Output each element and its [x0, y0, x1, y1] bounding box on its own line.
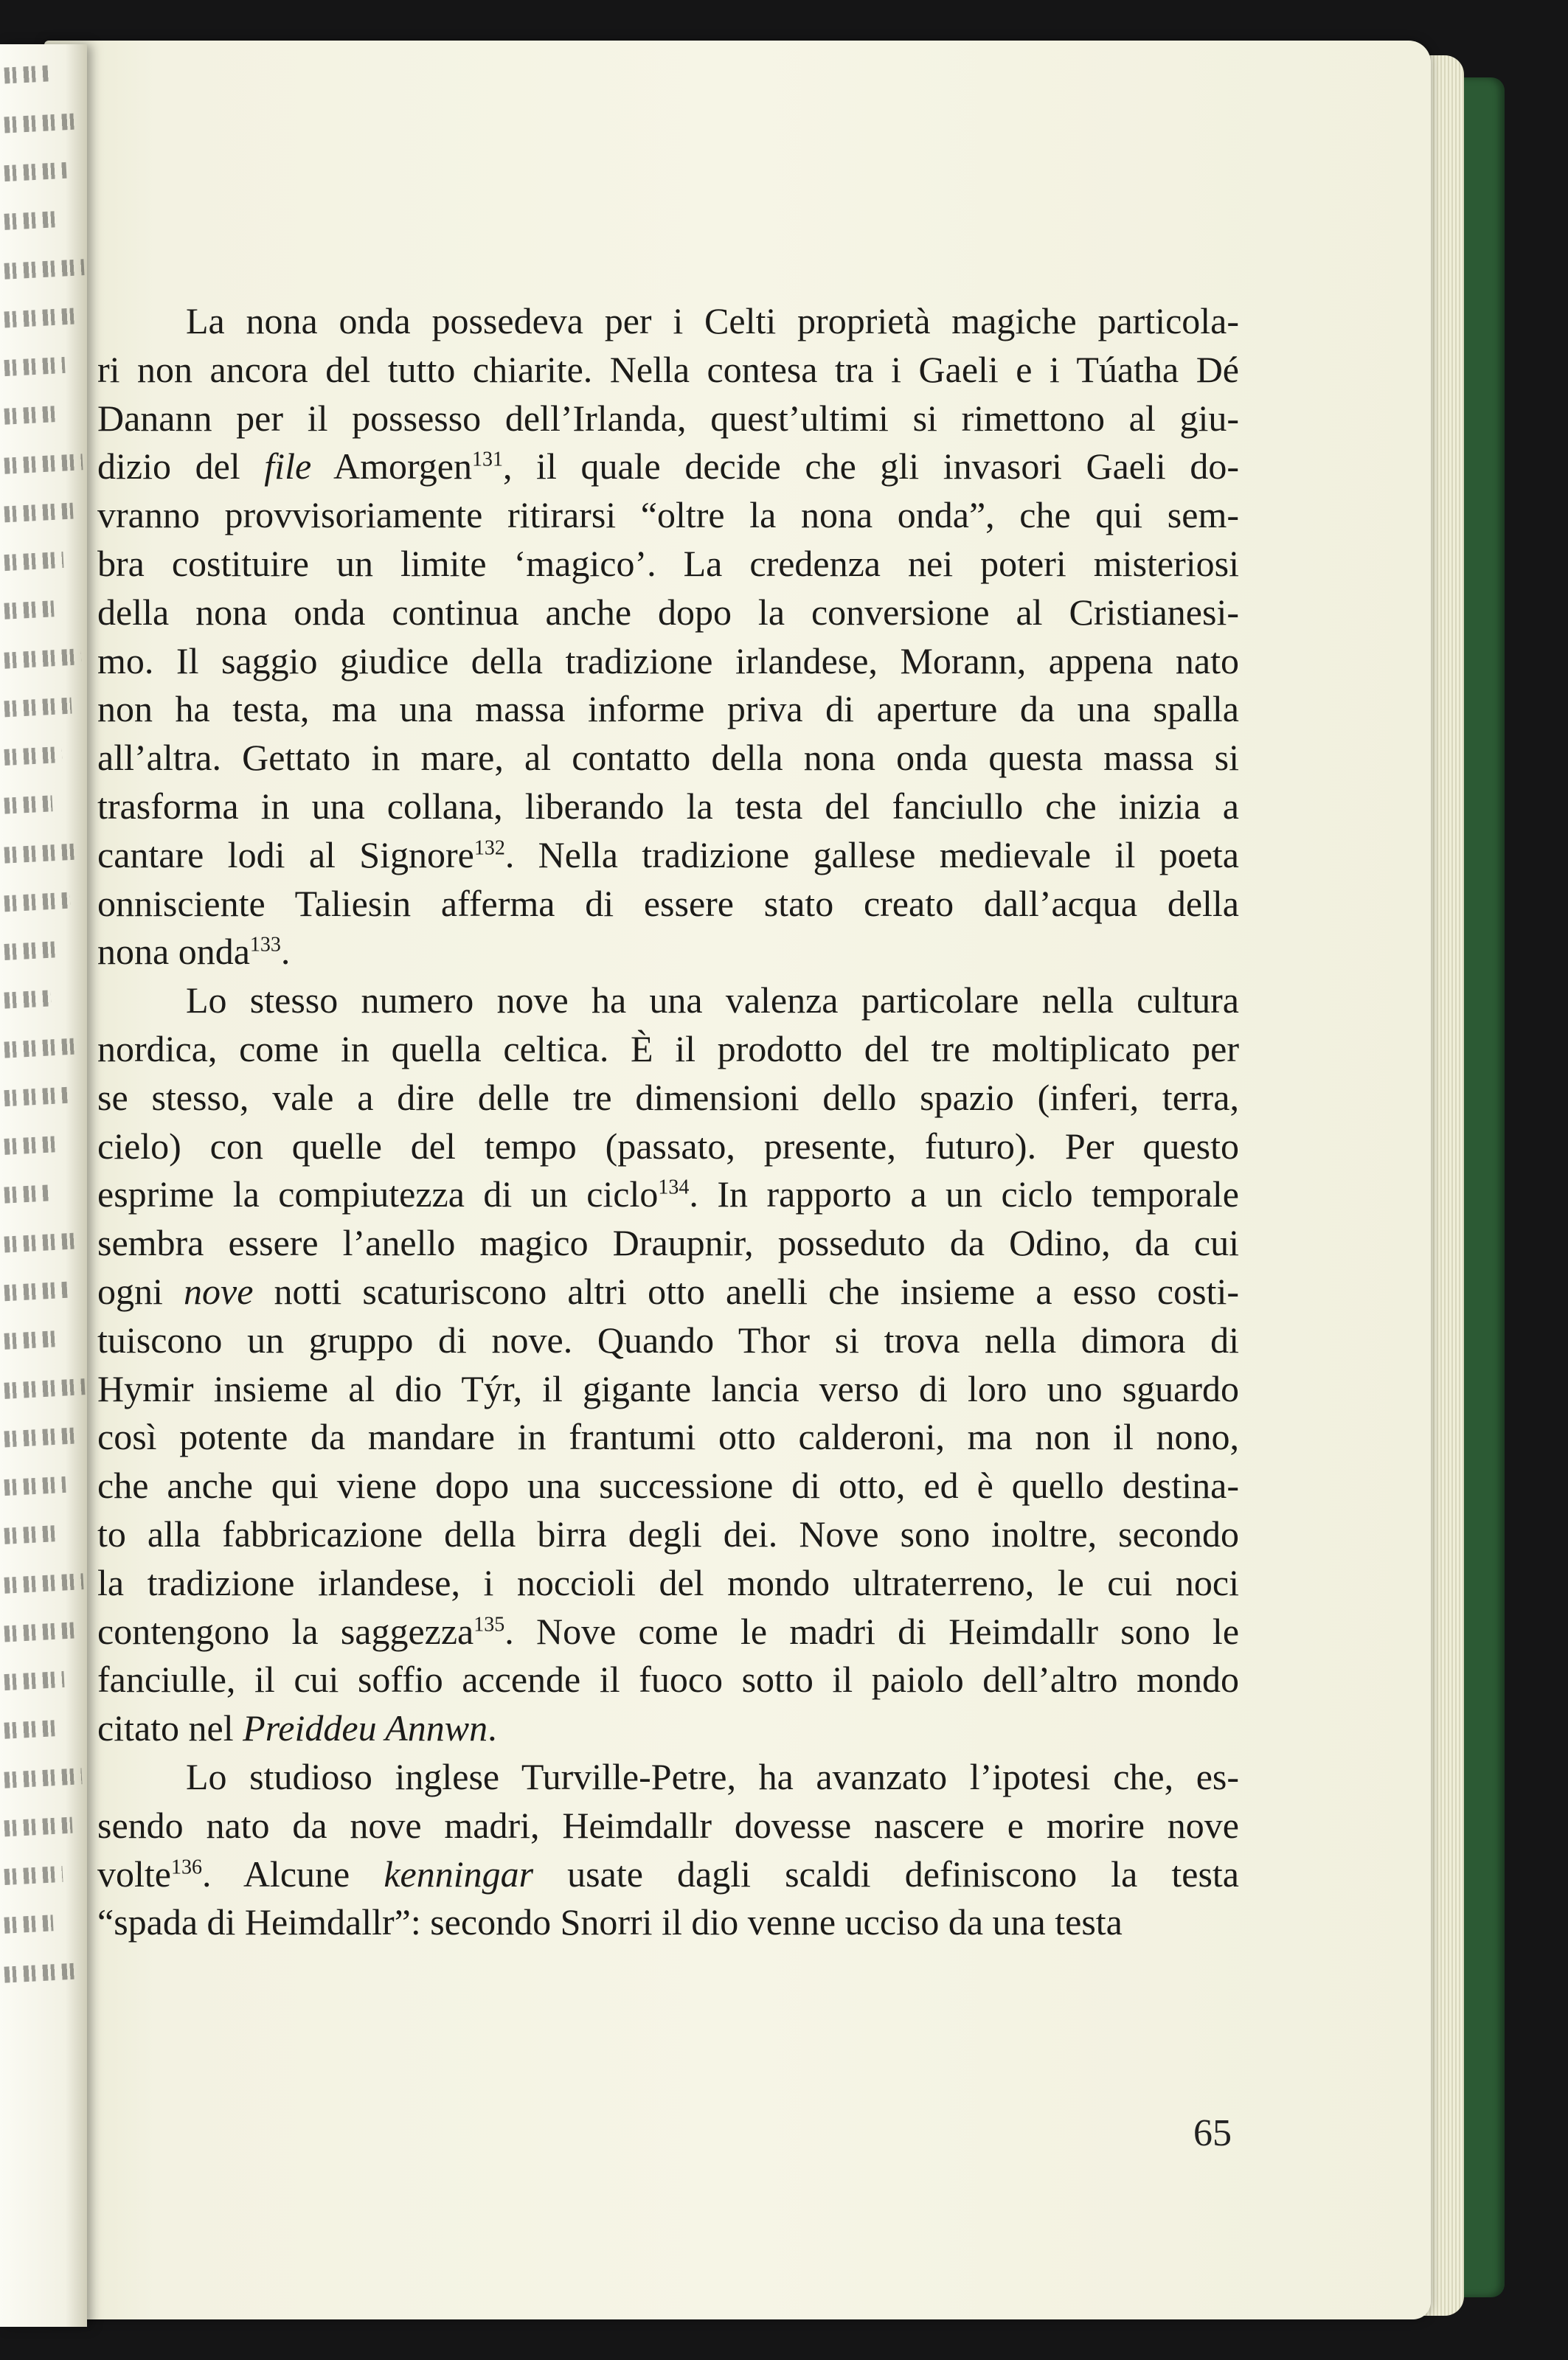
text-line: [97, 1559, 1239, 1608]
italic-text: Preiddeu Annwn: [243, 1707, 488, 1749]
text-run: cantare lodi al Signore: [97, 833, 474, 875]
text-line: [97, 1219, 1239, 1268]
facing-page-text-fragment: [4, 1768, 82, 1788]
text-run: . In rapporto a un ciclo temporale: [689, 1173, 1239, 1215]
footnote-ref: 136: [170, 1855, 202, 1878]
text-run: la tradizione irlandese, i noccioli del mondo ultraterreno, le cui noci: [97, 1561, 1239, 1603]
text-line: [97, 1898, 1239, 1947]
italic-text: nove: [184, 1270, 254, 1312]
text-run: Lo stesso numero nove ha una valenza particolare nella cultura: [186, 979, 1239, 1021]
previous-page-edge: [0, 44, 87, 2327]
page-number: 65: [1193, 2112, 1232, 2154]
facing-page-text-fragment: [4, 892, 70, 912]
text-line: [97, 1850, 1239, 1899]
text-line: [97, 880, 1239, 929]
footnote-ref: 131: [471, 448, 503, 471]
italic-text: kenningar: [384, 1853, 534, 1895]
text-line: [97, 685, 1239, 734]
text-line: [97, 442, 1239, 491]
text-run: ri non ancora del tutto chiarite. Nella contesa tra i Gaeli e i Túatha Dé: [97, 348, 1239, 390]
facing-page-text-fragment: [4, 1038, 78, 1058]
text-line: [97, 1510, 1239, 1559]
text-run: notti scaturiscono altri otto anelli che insieme a esso costi-: [253, 1270, 1239, 1312]
text-run: . Alcune: [201, 1853, 384, 1895]
text-run: vranno provvisoriamente ritirarsi “oltre la nona onda”, che qui sem-: [97, 494, 1239, 536]
text-line: [97, 1656, 1239, 1704]
text-line: [97, 395, 1239, 443]
text-run: .: [280, 931, 291, 973]
facing-page-text-fragment: [4, 1817, 72, 1837]
text-run: trasforma in una collana, liberando la testa del fanciullo che inizia a: [97, 785, 1239, 827]
facing-page-text-fragment: [4, 259, 84, 280]
text-run: così potente da mandare in frantumi otto calderoni, ma non il nono,: [97, 1416, 1239, 1458]
facing-page-text-fragment: [4, 65, 49, 83]
footnote-ref: 135: [473, 1612, 505, 1636]
facing-page-text-fragment: [4, 1962, 80, 1982]
facing-page-text-fragment: [4, 552, 63, 571]
text-line: [97, 1413, 1239, 1462]
text-line: [97, 928, 1239, 976]
facing-page-text-fragment: [4, 454, 83, 474]
facing-page-text-fragment: [4, 941, 60, 960]
text-run: cielo) con quelle del tempo (passato, presente, futuro). Per questo: [97, 1125, 1239, 1167]
facing-page-text-fragment: [4, 1525, 56, 1544]
facing-page-text-fragment: [4, 503, 73, 523]
italic-text: file: [264, 445, 312, 487]
facing-page-text-fragment: [4, 162, 66, 181]
text-line: [97, 1122, 1239, 1171]
facing-page-text-fragment: [4, 746, 62, 766]
text-run: Lo studioso inglese Turville-Petre, ha avanzato l’ipotesi che, es-: [186, 1755, 1239, 1797]
facing-page-text-fragment: [4, 648, 81, 668]
facing-page-text-fragment: [4, 1232, 77, 1252]
facing-page-text-fragment: [4, 1671, 64, 1690]
body-text: [97, 297, 1239, 1947]
text-run: . Nove come le madri di Heimdallr sono le: [504, 1610, 1240, 1652]
facing-page-text-fragment: [4, 1330, 58, 1350]
text-line: [97, 1025, 1239, 1074]
facing-page-text-fragment: [4, 990, 51, 1008]
facing-page-text-fragment: [4, 1378, 85, 1399]
text-run: Hymir insieme al dio Týr, il gigante lancia verso di loro uno sguardo: [97, 1367, 1239, 1409]
facing-page-text-fragment: [4, 308, 74, 328]
text-line: [97, 1170, 1239, 1219]
text-line: [97, 491, 1239, 540]
facing-page-text-fragment: [4, 1087, 69, 1107]
text-run: citato nel: [97, 1707, 243, 1749]
text-line: [97, 1074, 1239, 1122]
text-line: [97, 1608, 1239, 1656]
text-run: all’altra. Gettato in mare, al contatto della nona onda questa massa si: [97, 737, 1239, 779]
footnote-ref: 132: [473, 836, 505, 860]
text-line: [97, 734, 1239, 782]
text-run: della nona onda continua anche dopo la conversione al Cristianesi-: [97, 591, 1239, 633]
text-run: Amorgen: [311, 445, 472, 487]
text-run: bra costituire un limite ‘magico’. La credenza nei poteri misteriosi: [97, 542, 1239, 584]
facing-page-text-fragment: [4, 357, 65, 376]
text-run: tuiscono un gruppo di nove. Quando Thor si trova nella dimora di: [97, 1319, 1239, 1361]
footnote-ref: 134: [658, 1176, 690, 1199]
text-line: [97, 1802, 1239, 1850]
text-line: [97, 976, 1239, 1025]
text-run: to alla fabbricazione della birra degli dei. Nove sono inoltre, secondo: [97, 1513, 1239, 1555]
text-line: [97, 1753, 1239, 1802]
text-run: .: [488, 1707, 497, 1749]
facing-page-text-fragment: [4, 1428, 75, 1448]
text-line: [97, 1365, 1239, 1414]
text-run: non ha testa, ma una massa informe priva di aperture da una spalla: [97, 688, 1239, 730]
text-line: [97, 1704, 1239, 1753]
text-run: usate dagli scaldi definiscono la testa: [533, 1853, 1239, 1895]
facing-page-text-fragment: [4, 1136, 59, 1155]
text-run: volte: [97, 1853, 171, 1895]
text-run: se stesso, vale a dire delle tre dimensioni dello spazio (inferi, terra,: [97, 1076, 1239, 1118]
facing-page-text-fragment: [4, 1282, 67, 1301]
footnote-ref: 133: [249, 933, 281, 957]
facing-page-text-fragment: [4, 795, 52, 813]
text-run: mo. Il saggio giudice della tradizione irlandese, Morann, appena nato: [97, 639, 1239, 681]
text-run: La nona onda possedeva per i Celti proprietà magiche particola-: [186, 300, 1239, 341]
facing-page-text-fragment: [4, 1720, 55, 1739]
text-line: [97, 589, 1239, 637]
facing-page-text-fragment: [4, 600, 54, 619]
text-run: onnisciente Taliesin afferma di essere stato creato dall’acqua della: [97, 882, 1239, 924]
facing-page-text-fragment: [4, 1184, 49, 1203]
facing-page-text-fragment: [4, 1866, 63, 1885]
text-run: nona onda: [97, 931, 250, 973]
text-line: [97, 297, 1239, 346]
text-run: contengono la saggezza: [97, 1610, 474, 1652]
text-run: ogni: [97, 1270, 184, 1312]
facing-page-text-fragment: [4, 698, 72, 718]
text-run: nordica, come in quella celtica. È il prodotto del tre moltiplicato per: [97, 1027, 1239, 1069]
paragraph: [97, 1753, 1239, 1947]
text-line: [97, 831, 1239, 880]
text-line: [97, 1316, 1239, 1365]
text-run: fanciulle, il cui soffio accende il fuoco sotto il paiolo dell’altro mondo: [97, 1659, 1239, 1701]
text-line: [97, 540, 1239, 589]
facing-page-text-fragment: [4, 113, 76, 133]
text-line: [97, 637, 1239, 686]
text-run: , il quale decide che gli invasori Gaeli do-: [502, 445, 1240, 487]
paragraph: [97, 976, 1239, 1753]
paragraph: [97, 297, 1239, 976]
facing-page-text-fragment: [4, 843, 80, 863]
text-run: sendo nato da nove madri, Heimdallr dovesse nascere e morire nove: [97, 1804, 1239, 1846]
book-page: [44, 41, 1431, 2319]
text-line: [97, 346, 1239, 395]
text-line: [97, 1462, 1239, 1510]
text-run: “spada di Heimdallr”: secondo Snorri il dio venne ucciso da una testa: [97, 1901, 1123, 1943]
text-run: sembra essere l’anello magico Draupnir, posseduto da Odino, da cui: [97, 1222, 1239, 1264]
facing-page-text-fragment: [4, 1573, 83, 1594]
text-run: esprime la compiutezza di un ciclo: [97, 1173, 659, 1215]
facing-page-text-fragment: [4, 1622, 74, 1642]
text-run: Danann per il possesso dell’Irlanda, quest’ultimi si rimettono al giu-: [97, 397, 1239, 439]
text-run: dizio del: [97, 445, 265, 487]
text-run: che anche qui viene dopo una successione di otto, ed è quello destina-: [97, 1465, 1239, 1507]
facing-page-text-fragment: [4, 406, 55, 425]
text-line: [97, 782, 1239, 831]
facing-page-text-fragment: [4, 1476, 66, 1496]
text-run: . Nella tradizione gallese medievale il poeta: [504, 833, 1239, 875]
text-line: [97, 1268, 1239, 1316]
facing-page-text-fragment: [4, 1915, 53, 1933]
facing-page-text-fragment: [4, 211, 57, 230]
